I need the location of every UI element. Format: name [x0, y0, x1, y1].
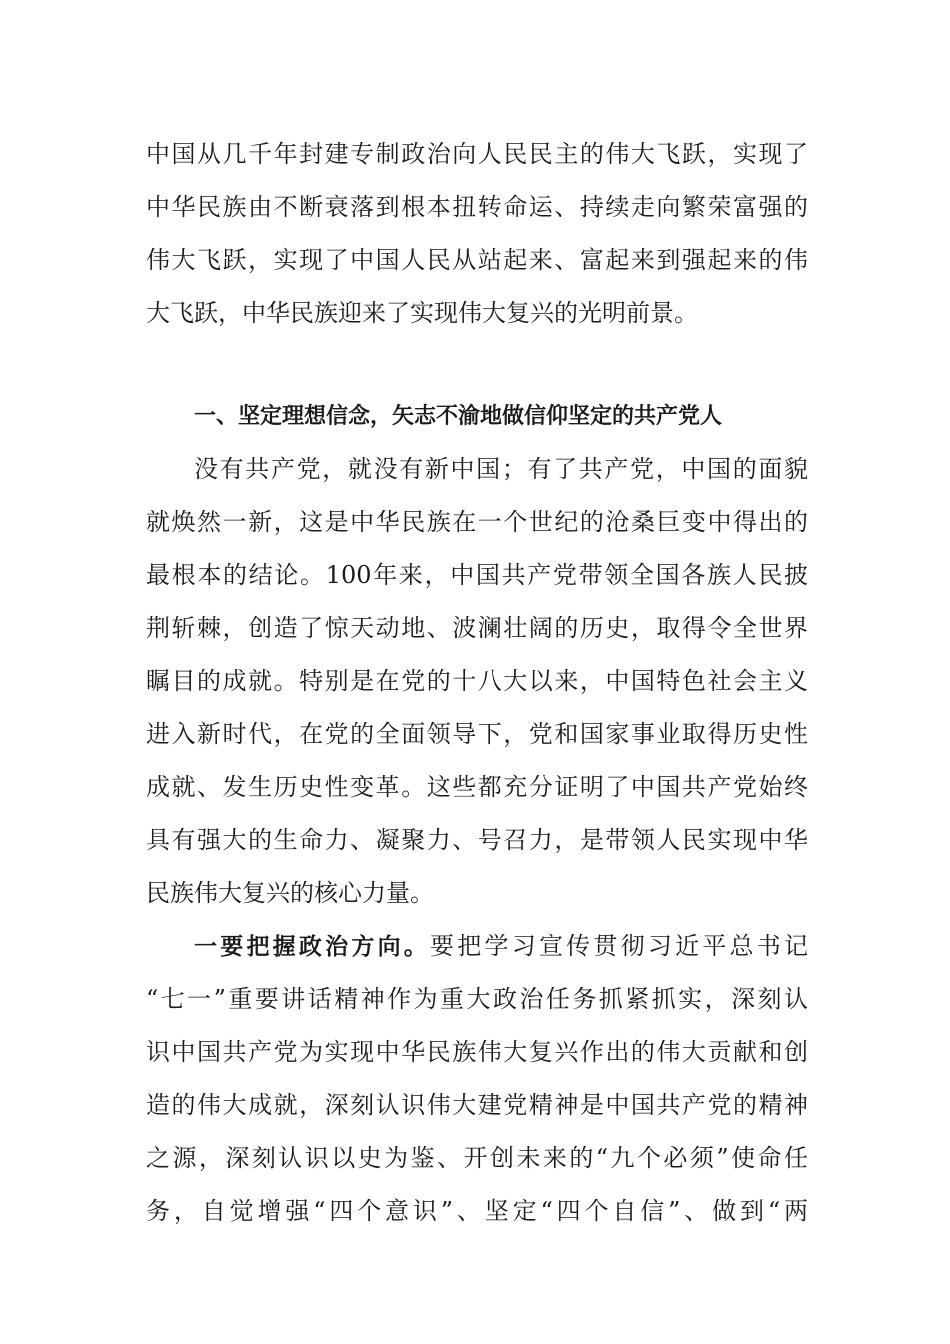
paragraph-line: 造的伟大成就，深刻认识伟大建党精神是中国共产党的精神 — [146, 1091, 808, 1119]
paragraph-line: 没有共产党，就没有新中国；有了共产党，中国的面貌 — [194, 455, 808, 483]
paragraph-line: 最根本的结论。100年来，中国共产党带领全国各族人民披 — [146, 561, 808, 589]
paragraph-first-line-text: 要把学习宣传贯彻习近平总书记 — [430, 932, 809, 960]
document-body — [146, 128, 808, 1238]
intro-line: 中国从几千年封建专制政治向人民民主的伟大飞跃，实现了 — [146, 140, 808, 168]
paragraph-line: 瞩目的成就。特别是在党的十八大以来，中国特色社会主义 — [146, 667, 808, 695]
paragraph-first-line — [146, 920, 808, 973]
paragraph-line: 具有强大的生命力、凝聚力、号召力，是带领人民实现中华 — [146, 826, 808, 854]
body-paragraph-1 — [146, 443, 808, 920]
intro-paragraph — [146, 128, 808, 340]
intro-line: 中华民族由不断衰落到根本扭转命运、持续走向繁荣富强的 — [146, 193, 808, 221]
intro-line: 大飞跃，中华民族迎来了实现伟大复兴的光明前景。 — [146, 299, 698, 327]
paragraph-line: 务，自觉增强“四个意识”、坚定“四个自信”、做到“两 — [146, 1197, 808, 1225]
paragraph-line: 成就、发生历史性变革。这些都充分证明了中国共产党始终 — [146, 773, 808, 801]
paragraph-line: 识中国共产党为实现中华民族伟大复兴作出的伟大贡献和创 — [146, 1038, 808, 1066]
intro-line: 伟大飞跃，实现了中国人民从站起来、富起来到强起来的伟 — [146, 246, 808, 274]
paragraph-gap — [146, 340, 808, 390]
paragraph-line: 荆斩棘，创造了惊天动地、波澜壮阔的历史，取得令全世界 — [146, 614, 808, 642]
paragraph-line: “七一”重要讲话精神作为重大政治任务抓紧抓实，深刻认 — [146, 985, 808, 1013]
paragraph-line: 进入新时代，在党的全面领导下，党和国家事业取得历史性 — [146, 720, 808, 748]
paragraph-lead-phrase: 一要把握政治方向。 — [194, 934, 431, 960]
section-heading: 一、坚定理想信念，矢志不渝地做信仰坚定的共产党人 — [194, 404, 723, 429]
paragraph-line: 之源，深刻认识以史为鉴、开创未来的“九个必须”使命任 — [146, 1144, 808, 1172]
paragraph-line: 就焕然一新，这是中华民族在一个世纪的沧桑巨变中得出的 — [146, 508, 808, 536]
body-paragraph-2 — [146, 920, 808, 1238]
paragraph-line: 民族伟大复兴的核心力量。 — [146, 879, 434, 907]
